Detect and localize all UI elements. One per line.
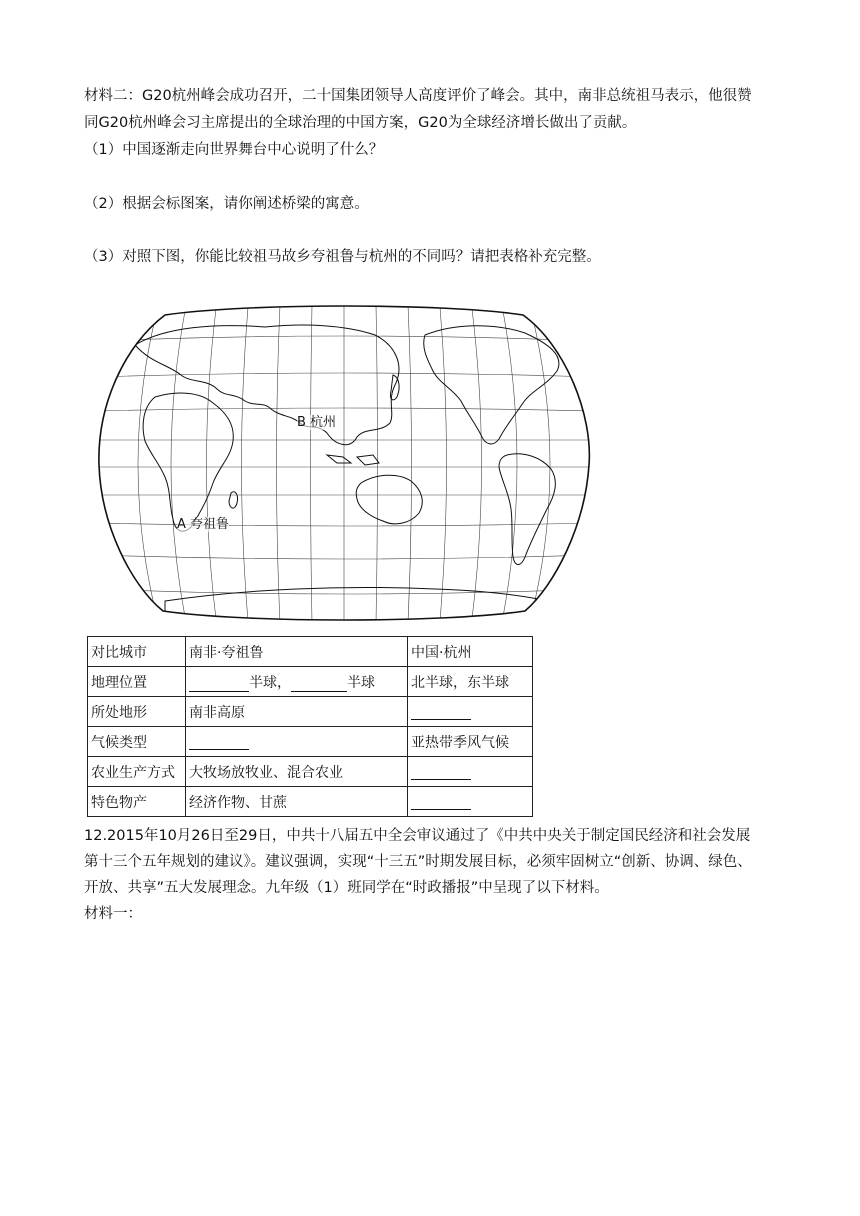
question-3: （3）对照下图，你能比较祖马故乡夸祖鲁与杭州的不同吗？请把表格补充完整。	[84, 249, 601, 265]
table-row	[88, 667, 533, 697]
world-map	[95, 305, 593, 623]
table-cell	[186, 727, 408, 757]
table-row	[88, 727, 533, 757]
answer-blank[interactable]	[411, 795, 471, 810]
table-cell: 大牧场放牧业、混合农业	[186, 757, 408, 787]
table-row	[88, 697, 533, 727]
world-map-drawing	[95, 305, 593, 623]
table-cell: 亚热带季风气候	[408, 727, 533, 757]
material2-line-2: 同G20杭州峰会习主席提出的全球治理的中国方案，G20为全球经济增长做出了贡献。	[84, 115, 637, 131]
table-row	[88, 787, 533, 817]
question-2: （2）根据会标图案，请你阐述桥梁的寓意。	[84, 196, 369, 212]
table-cell: 对比城市	[88, 637, 186, 667]
table-row	[88, 757, 533, 787]
table-cell	[408, 787, 533, 817]
answer-blank[interactable]	[411, 705, 471, 720]
kwazulu-label: A 夸祖鲁	[177, 517, 230, 532]
blank-suffix: 半球	[347, 674, 375, 691]
question-1: （1）中国逐渐走向世界舞台中心说明了什么？	[84, 142, 384, 158]
answer-blank[interactable]	[411, 765, 471, 780]
answer-blank[interactable]	[189, 735, 249, 750]
material2-line-1: 材料二：G20杭州峰会成功召开，二十国集团领导人高度评价了峰会。其中，南非总统祖马表示，他很赞	[84, 88, 752, 104]
table-cell: 南非·夸祖鲁	[186, 637, 408, 667]
table-cell: 气候类型	[88, 727, 186, 757]
comparison-table	[87, 636, 533, 817]
table-cell: 中国·杭州	[408, 637, 533, 667]
table-cell: 北半球，东半球	[408, 667, 533, 697]
table-cell: 所处地形	[88, 697, 186, 727]
table-cell: 农业生产方式	[88, 757, 186, 787]
hangzhou-label: B 杭州	[297, 415, 337, 430]
table-cell	[408, 757, 533, 787]
table-cell: 南非高原	[186, 697, 408, 727]
table-row	[88, 637, 533, 667]
table-cell: 特色物产	[88, 787, 186, 817]
table-cell: 经济作物、甘蔗	[186, 787, 408, 817]
answer-blank[interactable]	[189, 677, 249, 692]
question-12-line-1: 12.2015年10月26日至29日，中共十八届五中全会审议通过了《中共中央关于制定国民经济和社会发展	[84, 828, 751, 844]
table-cell: 地理位置	[88, 667, 186, 697]
answer-blank[interactable]	[291, 677, 347, 692]
table-cell	[408, 697, 533, 727]
table-cell	[186, 667, 408, 697]
question-12-line-3: 开放、共享”五大发展理念。九年级（1）班同学在“时政播报”中呈现了以下材料。	[84, 880, 609, 896]
question-12-line-2: 第十三个五年规划的建议》。建议强调，实现“十三五”时期发展目标，必须牢固树立“创新、协调、绿色、	[84, 854, 752, 870]
blank-suffix: 半球，	[249, 674, 291, 691]
material-1-heading: 材料一：	[84, 906, 142, 922]
